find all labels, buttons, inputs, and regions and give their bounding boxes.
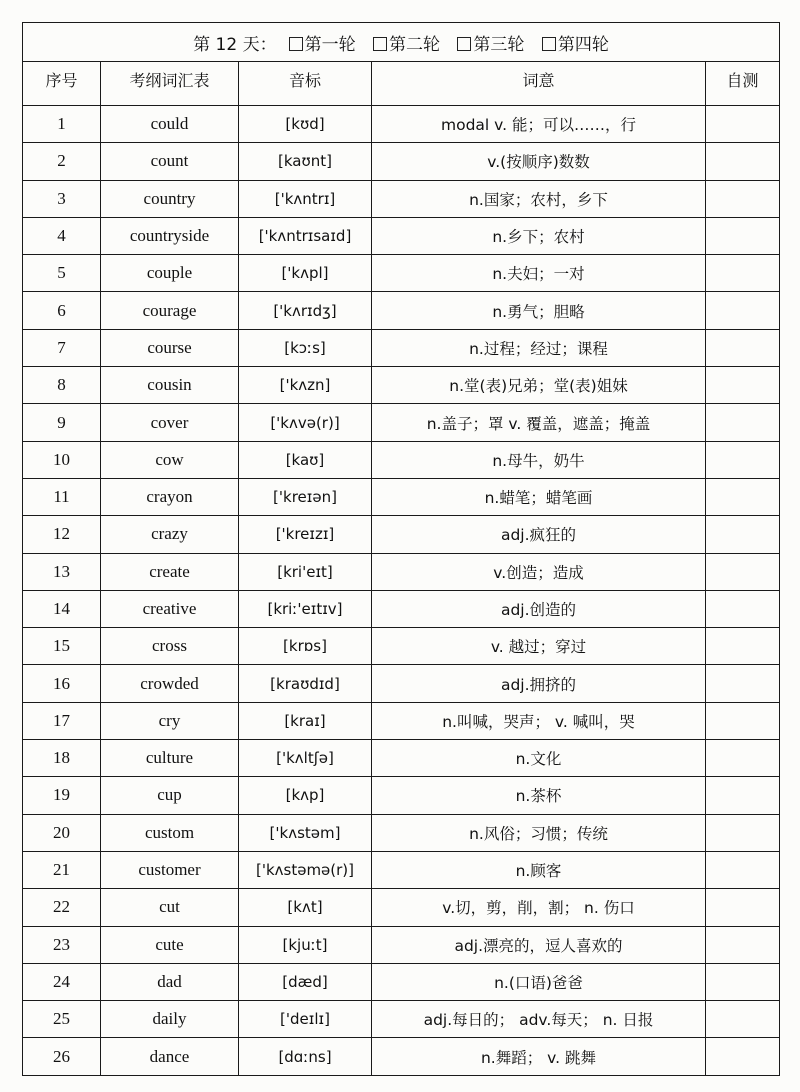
table-row: [23, 665, 780, 702]
self-test-cell[interactable]: [706, 217, 780, 254]
row-word: cry: [101, 702, 239, 739]
row-word: courage: [101, 292, 239, 329]
row-word: crowded: [101, 665, 239, 702]
row-meaning: n.风俗；习惯；传统: [372, 814, 706, 851]
row-word: cut: [101, 889, 239, 926]
row-phonetic: [krɒs]: [239, 628, 372, 665]
round-label: 第四轮: [557, 34, 609, 55]
row-meaning: n.乡下；农村: [372, 217, 706, 254]
row-number: 13: [23, 553, 101, 590]
row-number: 8: [23, 367, 101, 404]
row-word: cousin: [101, 367, 239, 404]
table-row: [23, 628, 780, 665]
row-number: 25: [23, 1001, 101, 1038]
self-test-cell[interactable]: [706, 255, 780, 292]
round-checkbox-4[interactable]: [542, 35, 609, 55]
table-row: [23, 217, 780, 254]
row-number: 2: [23, 143, 101, 180]
row-phonetic: [kaʊnt]: [239, 143, 372, 180]
row-number: 19: [23, 777, 101, 814]
row-meaning: n.叫喊，哭声； v. 喊叫，哭: [372, 702, 706, 739]
row-word: custom: [101, 814, 239, 851]
self-test-cell[interactable]: [706, 628, 780, 665]
row-phonetic: [kaʊ]: [239, 441, 372, 478]
row-meaning: n.盖子；罩 v. 覆盖，遮盖；掩盖: [372, 404, 706, 441]
table-row: [23, 367, 780, 404]
row-meaning: n.顾客: [372, 851, 706, 888]
row-number: 14: [23, 590, 101, 627]
row-number: 20: [23, 814, 101, 851]
day-header: [23, 23, 780, 62]
row-phonetic: ['deɪlɪ]: [239, 1001, 372, 1038]
row-phonetic: [kʌp]: [239, 777, 372, 814]
row-phonetic: [kjuːt]: [239, 926, 372, 963]
checkbox-icon[interactable]: [289, 37, 303, 51]
table-row: [23, 106, 780, 143]
row-number: 18: [23, 740, 101, 777]
checkbox-icon[interactable]: [373, 37, 387, 51]
day-label: 第 12 天：: [193, 34, 277, 55]
table-row: [23, 255, 780, 292]
self-test-cell[interactable]: [706, 404, 780, 441]
table-row: [23, 441, 780, 478]
row-word: daily: [101, 1001, 239, 1038]
row-word: count: [101, 143, 239, 180]
row-meaning: adj.拥挤的: [372, 665, 706, 702]
table-row: [23, 180, 780, 217]
row-meaning: n.勇气；胆略: [372, 292, 706, 329]
self-test-cell[interactable]: [706, 143, 780, 180]
row-number: 15: [23, 628, 101, 665]
self-test-cell[interactable]: [706, 367, 780, 404]
row-number: 12: [23, 516, 101, 553]
row-meaning: n.过程；经过；课程: [372, 329, 706, 366]
row-word: customer: [101, 851, 239, 888]
row-word: dad: [101, 963, 239, 1000]
row-word: cross: [101, 628, 239, 665]
row-word: creative: [101, 590, 239, 627]
row-phonetic: ['kʌntrɪsaɪd]: [239, 217, 372, 254]
self-test-cell[interactable]: [706, 590, 780, 627]
table-row: [23, 292, 780, 329]
row-meaning: modal v. 能；可以……，行: [372, 106, 706, 143]
row-number: 5: [23, 255, 101, 292]
self-test-cell[interactable]: [706, 702, 780, 739]
row-number: 26: [23, 1038, 101, 1075]
vocabulary-rows: [23, 106, 780, 1076]
table-row: [23, 478, 780, 515]
row-number: 17: [23, 702, 101, 739]
row-meaning: n.(口语)爸爸: [372, 963, 706, 1000]
row-meaning: n.夫妇；一对: [372, 255, 706, 292]
table-row: [23, 516, 780, 553]
table-row: [23, 851, 780, 888]
round-checkbox-3[interactable]: [457, 35, 524, 55]
row-phonetic: [kʌt]: [239, 889, 372, 926]
row-number: 10: [23, 441, 101, 478]
column-header-ipa: 音标: [239, 62, 372, 106]
row-phonetic: ['kreɪzɪ]: [239, 516, 372, 553]
table-row: [23, 329, 780, 366]
checkbox-icon[interactable]: [542, 37, 556, 51]
table-row: [23, 143, 780, 180]
table-row: [23, 889, 780, 926]
row-meaning: v.切，剪，削，割； n. 伤口: [372, 889, 706, 926]
column-header-check: 自测: [706, 62, 780, 106]
row-phonetic: [kriː'eɪtɪv]: [239, 590, 372, 627]
row-number: 4: [23, 217, 101, 254]
row-word: cow: [101, 441, 239, 478]
self-test-cell[interactable]: [706, 106, 780, 143]
table-row: [23, 553, 780, 590]
title-row: [23, 23, 780, 62]
self-test-cell[interactable]: [706, 292, 780, 329]
self-test-cell[interactable]: [706, 777, 780, 814]
self-test-cell[interactable]: [706, 851, 780, 888]
self-test-cell[interactable]: [706, 963, 780, 1000]
row-number: 21: [23, 851, 101, 888]
row-meaning: n.舞蹈； v. 跳舞: [372, 1038, 706, 1075]
checkbox-icon[interactable]: [457, 37, 471, 51]
row-phonetic: [kɔːs]: [239, 329, 372, 366]
row-word: cup: [101, 777, 239, 814]
self-test-cell[interactable]: [706, 740, 780, 777]
row-word: country: [101, 180, 239, 217]
self-test-cell[interactable]: [706, 180, 780, 217]
table-row: [23, 702, 780, 739]
self-test-cell[interactable]: [706, 926, 780, 963]
vocabulary-table: [22, 22, 780, 1076]
row-meaning: adj.创造的: [372, 590, 706, 627]
table-row: [23, 1038, 780, 1075]
row-meaning: n.国家；农村，乡下: [372, 180, 706, 217]
table-row: [23, 963, 780, 1000]
row-phonetic: [dɑːns]: [239, 1038, 372, 1075]
row-word: crazy: [101, 516, 239, 553]
row-number: 9: [23, 404, 101, 441]
row-phonetic: ['kʌstəm]: [239, 814, 372, 851]
column-header-no: 序号: [23, 62, 101, 106]
row-phonetic: ['kʌstəmə(r)]: [239, 851, 372, 888]
row-number: 3: [23, 180, 101, 217]
row-phonetic: [dæd]: [239, 963, 372, 1000]
self-test-cell[interactable]: [706, 1001, 780, 1038]
row-word: cover: [101, 404, 239, 441]
round-label: 第一轮: [304, 34, 356, 55]
row-word: cute: [101, 926, 239, 963]
column-header-word: 考纲词汇表: [101, 62, 239, 106]
row-phonetic: [kraʊdɪd]: [239, 665, 372, 702]
row-meaning: n.文化: [372, 740, 706, 777]
row-meaning: n.蜡笔；蜡笔画: [372, 478, 706, 515]
table-row: [23, 1001, 780, 1038]
table-row: [23, 777, 780, 814]
self-test-cell[interactable]: [706, 516, 780, 553]
row-word: course: [101, 329, 239, 366]
row-word: could: [101, 106, 239, 143]
row-phonetic: [kraɪ]: [239, 702, 372, 739]
row-number: 16: [23, 665, 101, 702]
row-number: 24: [23, 963, 101, 1000]
row-meaning: adj.疯狂的: [372, 516, 706, 553]
row-number: 6: [23, 292, 101, 329]
row-number: 7: [23, 329, 101, 366]
column-header-row: [23, 62, 780, 106]
row-meaning: n.堂(表)兄弟；堂(表)姐妹: [372, 367, 706, 404]
vocabulary-sheet: [22, 22, 779, 1082]
round-checkbox-2[interactable]: [373, 35, 440, 55]
row-number: 1: [23, 106, 101, 143]
row-phonetic: [kri'eɪt]: [239, 553, 372, 590]
row-meaning: v. 越过；穿过: [372, 628, 706, 665]
row-word: dance: [101, 1038, 239, 1075]
self-test-cell[interactable]: [706, 665, 780, 702]
row-phonetic: ['kʌvə(r)]: [239, 404, 372, 441]
row-phonetic: ['kʌntrɪ]: [239, 180, 372, 217]
row-word: culture: [101, 740, 239, 777]
self-test-cell[interactable]: [706, 1038, 780, 1075]
row-word: couple: [101, 255, 239, 292]
row-meaning: adj.漂亮的，逗人喜欢的: [372, 926, 706, 963]
column-header-meaning: 词意: [372, 62, 706, 106]
self-test-cell[interactable]: [706, 478, 780, 515]
row-number: 23: [23, 926, 101, 963]
self-test-cell[interactable]: [706, 889, 780, 926]
row-meaning: v.(按顺序)数数: [372, 143, 706, 180]
self-test-cell[interactable]: [706, 553, 780, 590]
row-word: create: [101, 553, 239, 590]
self-test-cell[interactable]: [706, 329, 780, 366]
row-meaning: n.母牛，奶牛: [372, 441, 706, 478]
table-row: [23, 926, 780, 963]
row-phonetic: [kʊd]: [239, 106, 372, 143]
table-row: [23, 740, 780, 777]
row-phonetic: ['kʌltʃə]: [239, 740, 372, 777]
table-row: [23, 814, 780, 851]
self-test-cell[interactable]: [706, 441, 780, 478]
row-word: crayon: [101, 478, 239, 515]
row-phonetic: ['kʌrɪdʒ]: [239, 292, 372, 329]
row-phonetic: ['kʌpl]: [239, 255, 372, 292]
table-row: [23, 404, 780, 441]
row-meaning: adj.每日的； adv.每天； n. 日报: [372, 1001, 706, 1038]
round-label: 第三轮: [473, 34, 525, 55]
self-test-cell[interactable]: [706, 814, 780, 851]
row-number: 22: [23, 889, 101, 926]
row-word: countryside: [101, 217, 239, 254]
table-row: [23, 590, 780, 627]
round-checkbox-1[interactable]: [289, 35, 356, 55]
row-phonetic: ['kʌzn]: [239, 367, 372, 404]
row-meaning: n.茶杯: [372, 777, 706, 814]
row-meaning: v.创造；造成: [372, 553, 706, 590]
row-phonetic: ['kreɪən]: [239, 478, 372, 515]
row-number: 11: [23, 478, 101, 515]
round-label: 第二轮: [389, 34, 441, 55]
